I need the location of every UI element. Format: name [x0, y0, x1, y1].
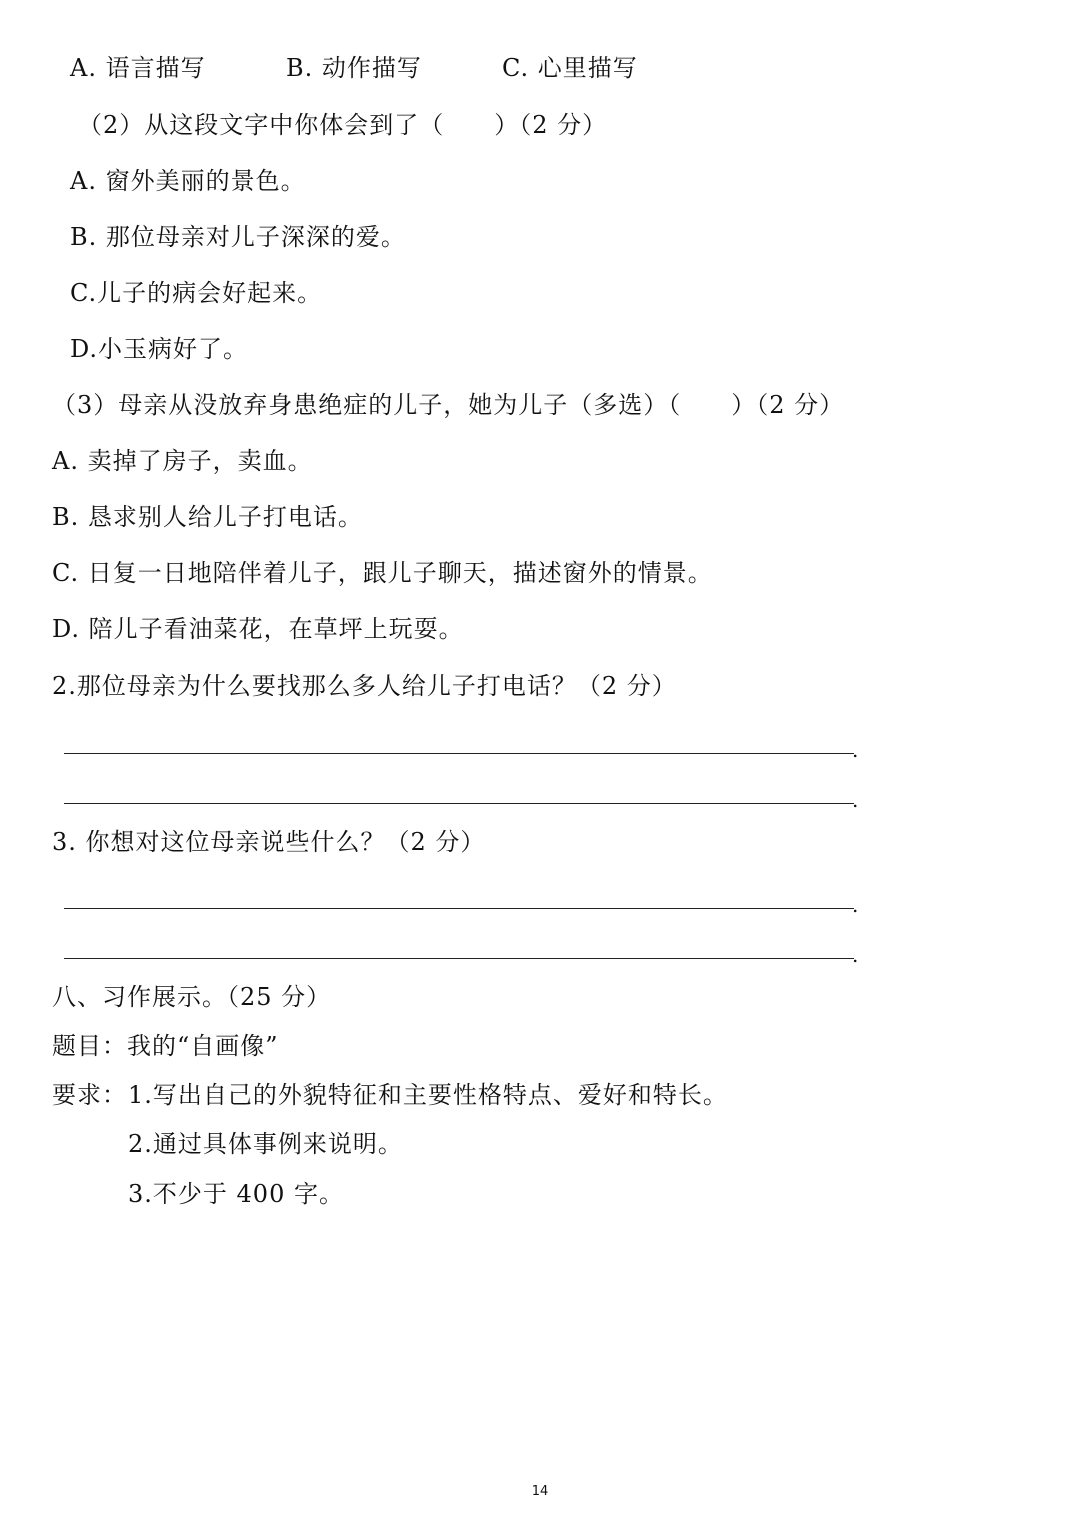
q3-stem: 3. 你想对这位母亲说些什么？（2 分）: [52, 828, 486, 856]
q3-answer-line-2-dot: .: [852, 943, 859, 967]
q2-stem: 2.那位母亲为什么要找那么多人给儿子打电话？（2 分）: [52, 672, 677, 700]
q3-answer-line-1-dot: .: [852, 893, 859, 917]
q1-2-stem: （2）从这段文字中你体会到了（ ）（2 分）: [78, 111, 608, 139]
q2-answer-line-1[interactable]: [64, 753, 854, 754]
q1-3-option-d: D. 陪儿子看油菜花，在草坪上玩耍。: [52, 615, 464, 643]
q1-3-stem: （3）母亲从没放弃身患绝症的儿子，她为儿子（多选）（ ）（2 分）: [52, 391, 845, 419]
q3-answer-line-2[interactable]: [64, 958, 854, 959]
q1-2-option-b: B. 那位母亲对儿子深深的爱。: [70, 223, 406, 251]
section8-topic: 题目：我的“自画像”: [52, 1032, 279, 1060]
section8-requirements-label: 要求：: [52, 1081, 127, 1109]
section8-requirement-3: 3.不少于 400 字。: [128, 1180, 344, 1208]
q1-2-option-a: A. 窗外美丽的景色。: [70, 167, 306, 195]
q1-1-options-row: [70, 53, 770, 83]
section8-heading: 八、习作展示。（25 分）: [52, 983, 332, 1011]
section8-requirement-1: 1.写出自己的外貌特征和主要性格特点、爱好和特长。: [128, 1081, 728, 1109]
q2-answer-line-2[interactable]: [64, 803, 854, 804]
q1-1-option-c: C. 心里描写: [502, 54, 638, 82]
q1-3-option-c: C. 日复一日地陪伴着儿子，跟儿子聊天，描述窗外的情景。: [52, 559, 713, 587]
q3-answer-line-1[interactable]: [64, 908, 854, 909]
q2-answer-line-1-dot: .: [852, 738, 859, 762]
q1-2-option-d: D.小玉病好了。: [70, 335, 249, 363]
q1-3-option-b: B. 恳求别人给儿子打电话。: [52, 503, 363, 531]
page-number: 14: [531, 1484, 549, 1499]
section8-requirement-2: 2.通过具体事例来说明。: [128, 1130, 403, 1158]
q1-2-option-c: C.儿子的病会好起来。: [70, 279, 323, 307]
q2-answer-line-2-dot: .: [852, 788, 859, 812]
q1-3-option-a: A. 卖掉了房子，卖血。: [52, 447, 313, 475]
q1-1-option-b: B. 动作描写: [286, 54, 422, 82]
q1-1-option-a: A. 语言描写: [70, 54, 206, 82]
